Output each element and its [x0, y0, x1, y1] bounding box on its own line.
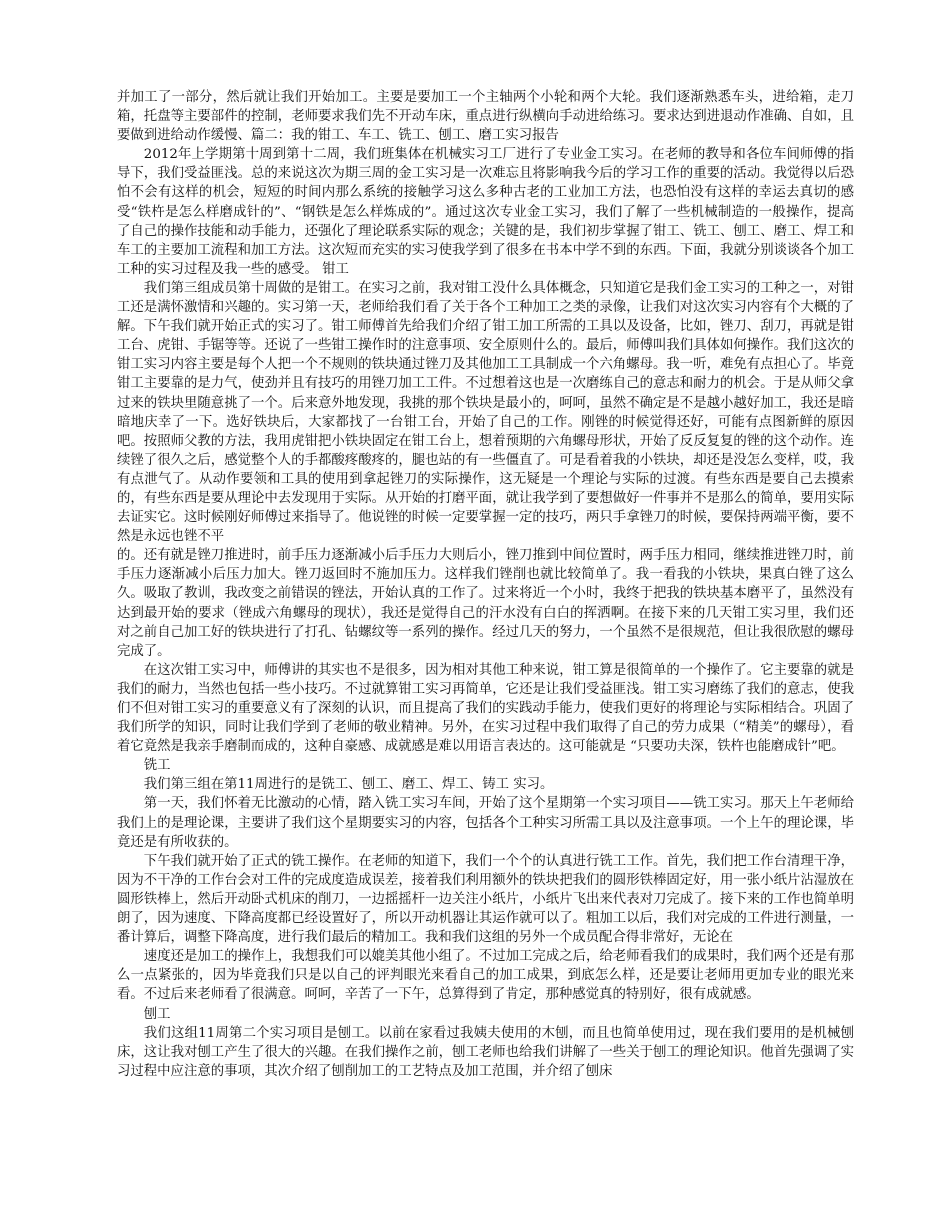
- paragraph-planing-intro: 我们这组11周第二个实习项目是刨工。以前在家看过我姨夫使用的木刨，而且也简单使用过，现在我们要用的是机械刨床，这让我对刨工产生了很大的兴趣。在我们操作之前，刨工老师也给我们讲解了一些关于刨工的理论知识。他首先强调了实习过程中应注意的事项，其次介绍了刨削加工的工艺特点及加工范围，并介绍了刨床: [117, 1025, 854, 1079]
- paragraph-lathe-continuation: 并加工了一部分，然后就让我们开始加工。主要是要加工一个主轴两个小轮和两个大轮。我们逐渐熟悉车头，进给箱，走刀箱，托盘等主要部件的控制，老师要求我们先不开动车床，重点进行纵横向手动进给练习。要求达到进退动作准确、自如，且要做到进给动作缓慢、篇二：我的钳工、车工、铣工、刨工、磨工实习报告: [117, 90, 854, 144]
- paragraph-milling-operation: 下午我们就开始了正式的铣工操作。在老师的知道下，我们一个个的认真进行铣工工作。首先，我们把工作台清理干净，因为不干净的工作台会对工件的完成度造成误差，接着我们利用额外的铁块把我们的圆形铁棒固定好，用一张小纸片沾湿放在圆形铁棒上，然后开动卧式机床的削刀，一边摇摇杆一边关注小纸片，小纸片飞出来代表对刀完成了。接下来的工作也简单明朗了，因为速度、下降高度都已经设置好了，所以开动机器让其运作就可以了。粗加工以后，我们对完成的工件进行测量，一番计算后，调整下降高度，进行我们最后的精加工。我和我们这组的另外一个成员配合得非常好，无论在: [117, 853, 854, 946]
- section-heading-planing: 刨工: [143, 1006, 171, 1022]
- paragraph-milling-result: 速度还是加工的操作上，我想我们可以媲美其他小组了。不过加工完成之后，给老师看我们的成果时，我们两个还是有那么一点紧张的，因为毕竟我们只是以自己的评判眼光来看自己的加工成果，到底怎么样，还是要让老师用更加专业的眼光来看。不过后来老师看了很满意。呵呵，辛苦了一下午，总算得到了肯定，那种感觉真的特别好，很有成就感。: [117, 949, 854, 1003]
- paragraph-milling-day1: 第一天，我们怀着无比激动的心情，踏入铣工实习车间，开始了这个星期第一个实习项目——铣工实习。那天上午老师给我们上的是理论课，主要讲了我们这个星期要实习的内容，包括各个工种实习所需工具以及注意事项。一个上午的理论课，毕竟还是有所收获的。: [117, 796, 854, 850]
- section-heading-milling: 铣工: [143, 758, 171, 774]
- paragraph-fitter-practice: 我们第三组成员第十周做的是钳工。在实习之前，我对钳工没什么具体概念，只知道它是我们金工实习的工种之一，对钳工还是满怀激情和兴趣的。实习第一天，老师给我们看了关于各个工种加工之类的录像，让我们对这次实习内容有个大概的了解。下午我们就开始正式的实习了。钳工师傅首先给我们介绍了钳工加工所需的工具以及设备，比如，锉刀、刮刀，再就是钳工台、虎钳、手锯等等。还说了一些钳工操作时的注意事项、安全原则什么的。最后，师傅叫我们具体如何操作。我们这次的钳工实习内容主要是每个人把一个不规则的铁块通过锉刀及其他加工工具制成一个六角螺母。我一听，难免有点担心了。毕竟钳工主要靠的是力气，使劲并且有技巧的用锉刀加工工件。不过想着这也是一次磨练自己的意志和耐力的机会。于是从师父拿过来的铁块里随意挑了一个。后来意外地发现，我挑的那个铁块是最小的，呵呵，虽然不确定是不是越小越好加工，我还是暗暗地庆幸了一下。选好铁块后，大家都找了一台钳工台，开始了自己的工作。刚锉的时候觉得还好，可能有点图新鲜的原因吧。按照师父教的方法，我用虎钳把小铁块固定在钳工台上，想着预期的六角螺母形状，开始了反反复复的锉的这个动作。连续锉了很久之后，感觉整个人的手都酸疼酸疼的，腿也站的有一些僵直了。可是看着我的小铁块，却还是没怎么变样，哎，我有点泄气了。从动作要领和工具的使用到拿起锉刀的实际操作，这无疑是一个理论与实际的过渡。有些东西是要自己去摸索的，有些东西是要从理论中去发现用于实际。从开始的打磨平面，就让我学到了要想做好一件事并不是那么的简单，要用实际去证实它。这时候刚好师傅过来指导了。他说锉的时候一定要掌握一定的技巧，两只手拿锉刀的时候，要保持两端平衡，要不然是永远也锉不平: [117, 280, 854, 545]
- paragraph-report-intro: 2012年上学期第十周到第十二周，我们班集体在机械实习工厂进行了专业金工实习。在老师的教导和各位车间师傅的指导下，我们受益匪浅。总的来说这次为期三周的金工实习是一次难忘且将影响我今后的学习工作的重要的活动。我觉得以后恐怕不会有这样的机会，短短的时间内那么系统的接触学习这么多种古老的工业加工方法，也恐怕没有这样的幸运去真切的感受“铁杵是怎么样磨成针的”、“钢铁是怎么样炼成的”。通过这次专业金工实习，我们了解了一些机械制造的一般操作，提高了自己的操作技能和动手能力，还强化了理论联系实际的观念；关键的是，我们初步掌握了钳工、铣工、刨工、磨工、焊工和车工的主要加工流程和加工方法。这次短而充实的实习使我学到了很多在书本中学不到的东西。下面，我就分别谈谈各个加工工种的实习过程及我一些的感受。 钳工: [117, 147, 854, 277]
- paragraph-filing-technique: 的。还有就是锉刀推进时，前手压力逐渐减小后手压力大则后小，锉刀推到中间位置时，两手压力相同，继续推进锉刀时，前手压力逐渐减小后压力加大。锉刀返回时不施加压力。这样我们锉削也就比较简单了。我一看我的小铁块，果真白锉了这么久。吸取了教训，我改变之前错误的锉法，开始认真的工作了。过来将近一个小时，我终于把我的铁块基本磨平了，虽然没有达到最开始的要求（锉成六角螺母的现状），我还是觉得自己的汗水没有白白的挥洒啊。在接下来的几天钳工实习里，我们还对之前自己加工好的铁块进行了打孔、钻螺纹等一系列的操作。经过几天的努力，一个虽然不是很规范，但让我很欣慰的螺母完成了。: [117, 548, 854, 659]
- paragraph-fitter-reflection: 在这次钳工实习中，师傅讲的其实也不是很多，因为相对其他工种来说，钳工算是很简单的一个操作了。它主要靠的就是我们的耐力，当然也包括一些小技巧。不过就算钳工实习再简单，它还是让我们受益匪浅。钳工实习磨练了我们的意志，使我们不但对钳工实习的重要意义有了深刻的认识，而且提高了我们的实践动手能力，使我们更好的将理论与实际相结合。巩固了我们所学的知识，同时让我们学到了老师的敬业精神。另外，在实习过程中我们取得了自己的劳力成果（“精美”的螺母），看着它竟然是我亲手磨制而成的，这种自豪感、成就感是难以用语言表达的。这可能就是 “只要功夫深，铁杵也能磨成针”吧。: [117, 662, 854, 755]
- paragraph-week11-schedule: 我们第三组在第11周进行的是铣工、刨工、磨工、焊工、铸工 实习。: [143, 777, 554, 793]
